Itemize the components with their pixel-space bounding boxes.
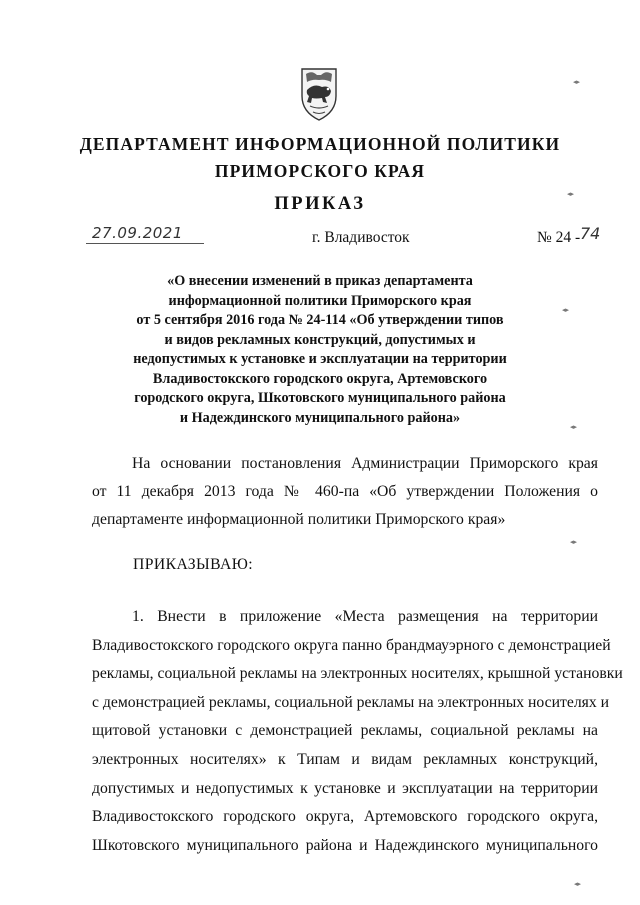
scan-mark: ◂▸ (570, 423, 578, 431)
preamble-line: от 11 декабря 2013 года № 460-па «Об утверждении Положения о (92, 483, 598, 500)
date-underline (86, 243, 204, 244)
preamble-line: На основании постановления Администрации Приморского края (132, 455, 598, 472)
item-1-line: с демонстрацией рекламы, социальной рекламы на электронных носителях и (92, 693, 610, 711)
scan-mark: ◂▸ (562, 306, 570, 314)
city: г. Владивосток (312, 229, 410, 246)
department-name-line2: ПРИМОРСКОГО КРАЯ (214, 161, 426, 181)
item-1-paragraph (92, 603, 623, 860)
item-1-line: рекламы, социальной рекламы на электронных носителях, крышной установки (92, 665, 623, 683)
handwritten-date: 27.09.2021 (92, 224, 183, 242)
item-1-line: допустимых и недопустимых к установке и эксплуатации на территории (92, 779, 598, 797)
department-name-line1: ДЕПАРТАМЕНТ ИНФОРМАЦИОННОЙ ПОЛИТИКИ (79, 134, 561, 154)
decree-word: ПРИКАЗЫВАЮ: (133, 556, 254, 573)
subject-line: и видов рекламных конструкций, допустимых и (164, 331, 476, 348)
scan-mark: ◂▸ (574, 880, 582, 888)
subject-line: информационной политики Приморского края (168, 292, 472, 309)
subject-line: от 5 сентября 2016 года № 24-114 «Об утверждении типов (136, 312, 504, 328)
scan-mark: ◂▸ (567, 190, 575, 198)
document-type-title: ПРИКАЗ (274, 194, 366, 214)
item-1-line: электронных носителях» к Типам и видам рекламных конструкций, (92, 750, 598, 768)
subject-line: Владивостокского городского округа, Артемовского (152, 370, 488, 387)
scan-mark: ◂▸ (570, 538, 578, 546)
preamble-line: департаменте информационной политики Приморского края» (92, 511, 506, 528)
coat-of-arms-icon (298, 66, 340, 122)
item-1-line: 1. Внести в приложение «Места размещения на территории (132, 608, 598, 625)
subject-line: и Надеждинского муниципального района» (179, 409, 461, 426)
subject-line: городского округа, Шкотовского муниципального района (134, 390, 506, 406)
item-1-line: Владивостокского городского округа, Артемовского городского округа, (92, 808, 598, 826)
scan-mark: ◂▸ (573, 78, 581, 86)
preamble-paragraph (92, 450, 598, 534)
item-1-line: Шкотовского муниципального района и Надеждинского муниципального (92, 836, 598, 854)
subject-line: недопустимых к установке и эксплуатации на территории (133, 351, 507, 367)
item-1-line: щитовой установки с демонстрацией рекламы, социальной рекламы на (92, 722, 598, 740)
order-number-label: № 24 - (537, 229, 581, 246)
handwritten-order-number: 74 (580, 224, 601, 243)
subject-line: «О внесении изменений в приказ департамента (167, 273, 473, 289)
item-1-line: Владивостокского городского округа панно брандмауэрного с демонстрацией (92, 636, 611, 654)
document-subject (100, 272, 540, 428)
